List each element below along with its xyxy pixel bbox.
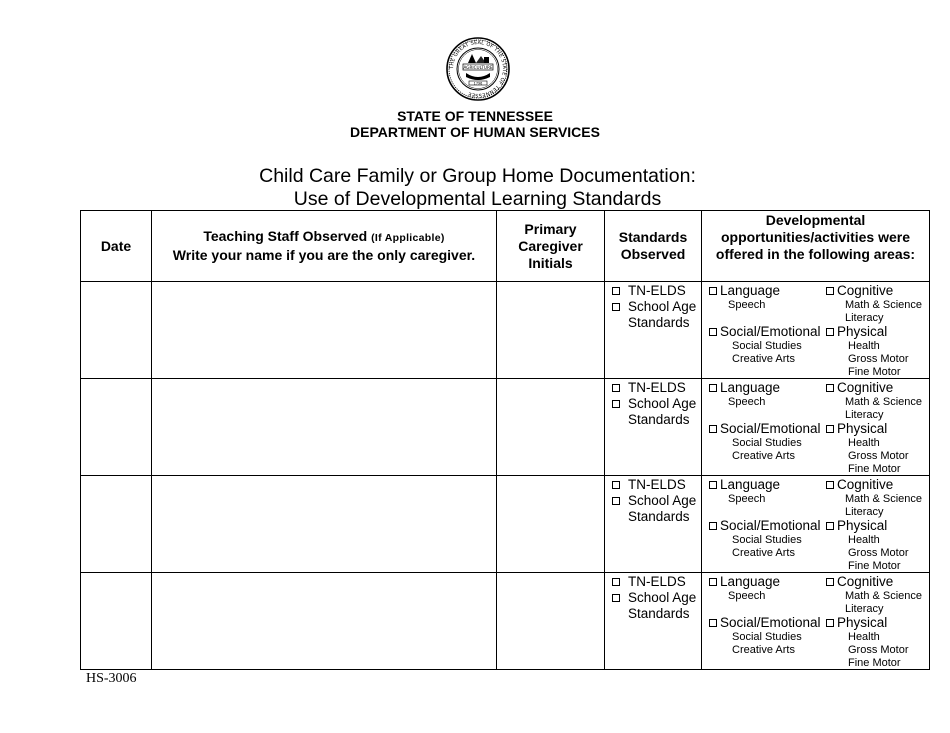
- teaching-staff-cell[interactable]: [152, 573, 497, 670]
- area-physical: [826, 518, 909, 573]
- standards-cell: [605, 573, 702, 670]
- cognitive-sub-math-science: Math & Science: [845, 590, 923, 602]
- standard-option-school-age[interactable]: [612, 590, 701, 622]
- school-age-label: School Age Standards: [628, 299, 697, 330]
- standard-option-tn-elds[interactable]: [612, 380, 701, 396]
- physical-checkbox[interactable]: [826, 619, 834, 627]
- area-language: [709, 574, 780, 603]
- seal-motto: AGRICULTURE: [463, 64, 493, 70]
- school-age-label: School Age Standards: [628, 396, 697, 427]
- school-age-checkbox[interactable]: [612, 497, 620, 505]
- social-emotional-option[interactable]: [709, 324, 821, 340]
- physical-checkbox[interactable]: [826, 425, 834, 433]
- cognitive-checkbox[interactable]: [826, 578, 834, 586]
- tn-elds-checkbox[interactable]: [612, 287, 620, 295]
- social-sub-social-studies: Social Studies: [732, 534, 802, 546]
- social-sub-creative-arts: Creative Arts: [732, 547, 795, 559]
- tn-elds-checkbox[interactable]: [612, 481, 620, 489]
- standards-cell: [605, 476, 702, 573]
- school-age-label: School Age Standards: [628, 493, 697, 524]
- table-row: [81, 476, 930, 573]
- language-checkbox[interactable]: [709, 481, 717, 489]
- area-social-emotional: [709, 324, 821, 366]
- developmental-areas-cell: [702, 476, 930, 573]
- physical-option[interactable]: [826, 421, 909, 437]
- page-title-line-2: Use of Developmental Learning Standards: [293, 188, 662, 210]
- cognitive-option[interactable]: [826, 283, 922, 299]
- tn-elds-label: TN-ELDS: [628, 574, 686, 589]
- tn-elds-label: TN-ELDS: [628, 477, 686, 492]
- cognitive-checkbox[interactable]: [826, 287, 834, 295]
- table-row: [81, 573, 930, 670]
- developmental-areas-cell: [702, 282, 930, 379]
- standard-option-school-age[interactable]: [612, 299, 701, 331]
- area-social-emotional: [709, 518, 821, 560]
- area-language: [709, 380, 780, 409]
- area-cognitive: [826, 283, 922, 325]
- language-option[interactable]: [709, 477, 780, 493]
- teaching-staff-label: Teaching Staff Observed: [203, 228, 368, 244]
- language-checkbox[interactable]: [709, 287, 717, 295]
- social-emotional-option[interactable]: [709, 615, 821, 631]
- language-option[interactable]: [709, 574, 780, 590]
- cognitive-sub-math-science: Math & Science: [845, 396, 923, 408]
- social-sub-creative-arts: Creative Arts: [732, 353, 795, 365]
- area-social-emotional: [709, 615, 821, 657]
- language-sub-speech: Speech: [728, 396, 766, 408]
- social-emotional-label: Social/Emotional: [720, 518, 821, 533]
- language-option[interactable]: [709, 380, 780, 396]
- standard-option-school-age[interactable]: [612, 396, 701, 428]
- column-header-initials: Primary Caregiver Initials: [497, 211, 605, 282]
- cognitive-sub-math-science: Math & Science: [845, 493, 923, 505]
- physical-sub-fine-motor: Fine Motor: [848, 657, 901, 669]
- initials-cell[interactable]: [497, 476, 605, 573]
- area-language: [709, 283, 780, 312]
- tn-elds-label: TN-ELDS: [628, 380, 686, 395]
- physical-sub-gross-motor: Gross Motor: [848, 644, 909, 656]
- cognitive-label: Cognitive: [837, 574, 894, 589]
- physical-label: Physical: [837, 615, 888, 630]
- physical-sub-gross-motor: Gross Motor: [848, 547, 909, 559]
- physical-label: Physical: [837, 421, 888, 436]
- physical-sub-health: Health: [848, 534, 880, 546]
- social-emotional-checkbox[interactable]: [709, 619, 717, 627]
- school-age-checkbox[interactable]: [612, 303, 620, 311]
- cognitive-option[interactable]: [826, 574, 922, 590]
- social-sub-creative-arts: Creative Arts: [732, 450, 795, 462]
- area-cognitive: [826, 477, 922, 519]
- physical-sub-health: Health: [848, 631, 880, 643]
- physical-sub-health: Health: [848, 437, 880, 449]
- cognitive-sub-literacy: Literacy: [845, 312, 884, 324]
- language-checkbox[interactable]: [709, 384, 717, 392]
- cognitive-option[interactable]: [826, 380, 922, 396]
- standards-cell: [605, 282, 702, 379]
- physical-sub-fine-motor: Fine Motor: [848, 560, 901, 572]
- language-label: Language: [720, 477, 781, 492]
- teaching-staff-cell[interactable]: [152, 282, 497, 379]
- school-age-label: School Age Standards: [628, 590, 697, 621]
- date-cell[interactable]: [81, 282, 152, 379]
- physical-checkbox[interactable]: [826, 522, 834, 530]
- physical-option[interactable]: [826, 324, 909, 340]
- initials-cell[interactable]: [497, 379, 605, 476]
- tn-elds-checkbox[interactable]: [612, 384, 620, 392]
- language-label: Language: [720, 574, 781, 589]
- cognitive-checkbox[interactable]: [826, 481, 834, 489]
- teaching-staff-cell[interactable]: [152, 379, 497, 476]
- column-header-date: Date: [81, 211, 152, 282]
- school-age-checkbox[interactable]: [612, 594, 620, 602]
- teaching-staff-cell[interactable]: [152, 476, 497, 573]
- developmental-areas-cell: [702, 573, 930, 670]
- standard-option-tn-elds[interactable]: [612, 283, 701, 299]
- physical-label: Physical: [837, 518, 888, 533]
- department-name: DEPARTMENT OF HUMAN SERVICES: [350, 124, 600, 140]
- area-language: [709, 477, 780, 506]
- documentation-table: [80, 210, 930, 670]
- column-header-developmental: Developmental opportunities/activities were offered in the following areas:: [702, 211, 930, 282]
- tn-elds-checkbox[interactable]: [612, 578, 620, 586]
- language-sub-speech: Speech: [728, 590, 766, 602]
- table-row: [81, 379, 930, 476]
- standard-option-tn-elds[interactable]: [612, 477, 701, 493]
- language-sub-speech: Speech: [728, 493, 766, 505]
- area-cognitive: [826, 574, 922, 616]
- social-emotional-checkbox[interactable]: [709, 328, 717, 336]
- physical-sub-fine-motor: Fine Motor: [848, 366, 901, 378]
- social-emotional-checkbox[interactable]: [709, 522, 717, 530]
- language-option[interactable]: [709, 283, 780, 299]
- state-name: STATE OF TENNESSEE: [397, 108, 553, 124]
- seal-ring-text: THE GREAT SEAL OF THE STATE OF TENNESSEE: [448, 39, 508, 99]
- standard-option-school-age[interactable]: [612, 493, 701, 525]
- physical-sub-gross-motor: Gross Motor: [848, 353, 909, 365]
- area-physical: [826, 615, 909, 670]
- social-sub-social-studies: Social Studies: [732, 631, 802, 643]
- cognitive-label: Cognitive: [837, 380, 894, 395]
- page-title-line-1: Child Care Family or Group Home Documentation:: [259, 165, 696, 187]
- social-emotional-label: Social/Emotional: [720, 324, 821, 339]
- social-emotional-label: Social/Emotional: [720, 615, 821, 630]
- area-physical: [826, 421, 909, 476]
- table-row: [81, 282, 930, 379]
- standards-cell: [605, 379, 702, 476]
- cognitive-sub-literacy: Literacy: [845, 506, 884, 518]
- physical-option[interactable]: [826, 518, 909, 534]
- tn-elds-label: TN-ELDS: [628, 283, 686, 298]
- social-sub-social-studies: Social Studies: [732, 437, 802, 449]
- column-header-teaching-staff: [152, 211, 497, 282]
- social-emotional-checkbox[interactable]: [709, 425, 717, 433]
- physical-checkbox[interactable]: [826, 328, 834, 336]
- area-physical: [826, 324, 909, 379]
- date-cell[interactable]: [81, 476, 152, 573]
- if-applicable-note: (If Applicable): [371, 232, 445, 244]
- cognitive-sub-literacy: Literacy: [845, 603, 884, 615]
- state-seal: [446, 37, 510, 101]
- cognitive-sub-math-science: Math & Science: [845, 299, 923, 311]
- developmental-areas-cell: [702, 379, 930, 476]
- table-header-row: [81, 211, 930, 282]
- initials-cell[interactable]: [497, 573, 605, 670]
- area-cognitive: [826, 380, 922, 422]
- social-sub-creative-arts: Creative Arts: [732, 644, 795, 656]
- cognitive-label: Cognitive: [837, 477, 894, 492]
- physical-sub-health: Health: [848, 340, 880, 352]
- language-checkbox[interactable]: [709, 578, 717, 586]
- social-sub-social-studies: Social Studies: [732, 340, 802, 352]
- cognitive-checkbox[interactable]: [826, 384, 834, 392]
- cognitive-sub-literacy: Literacy: [845, 409, 884, 421]
- tennessee-seal-icon: [446, 37, 510, 101]
- date-cell[interactable]: [81, 379, 152, 476]
- standard-option-tn-elds[interactable]: [612, 574, 701, 590]
- area-social-emotional: [709, 421, 821, 463]
- column-header-standards: Standards Observed: [605, 211, 702, 282]
- only-caregiver-note: Write your name if you are the only caregiver.: [172, 247, 476, 263]
- social-emotional-label: Social/Emotional: [720, 421, 821, 436]
- initials-cell[interactable]: [497, 282, 605, 379]
- seal-year: 1796: [473, 81, 483, 86]
- cognitive-option[interactable]: [826, 477, 922, 493]
- language-sub-speech: Speech: [728, 299, 766, 311]
- language-label: Language: [720, 380, 781, 395]
- physical-sub-fine-motor: Fine Motor: [848, 463, 901, 475]
- social-emotional-option[interactable]: [709, 421, 821, 437]
- social-emotional-option[interactable]: [709, 518, 821, 534]
- school-age-checkbox[interactable]: [612, 400, 620, 408]
- physical-label: Physical: [837, 324, 888, 339]
- physical-option[interactable]: [826, 615, 909, 631]
- form-number: HS-3006: [86, 671, 137, 686]
- cognitive-label: Cognitive: [837, 283, 894, 298]
- physical-sub-gross-motor: Gross Motor: [848, 450, 909, 462]
- date-cell[interactable]: [81, 573, 152, 670]
- language-label: Language: [720, 283, 781, 298]
